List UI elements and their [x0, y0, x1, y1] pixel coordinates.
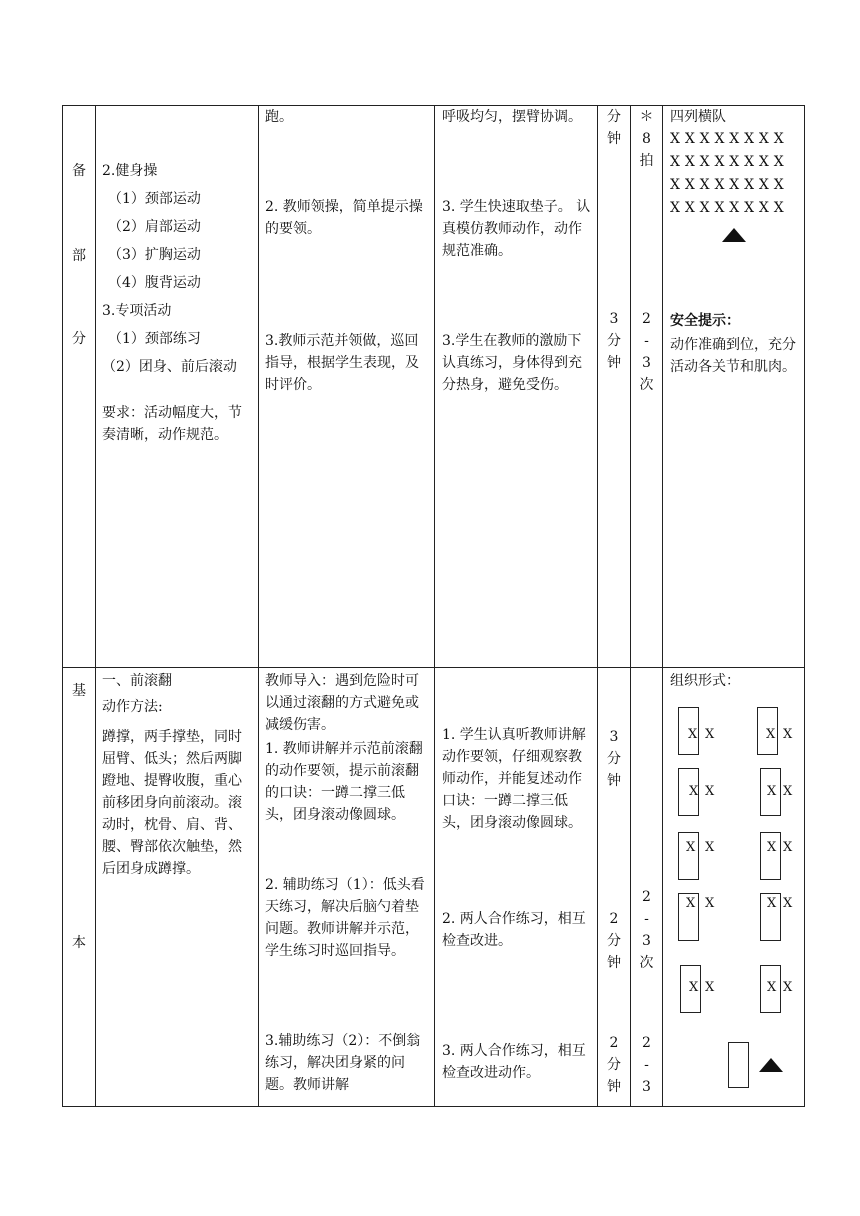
teacher-text: 3.辅助练习（2）：不倒翁练习，解决团身紧的问题。教师讲解 [265, 1033, 421, 1093]
content-line: （3）扩胸运动 [108, 247, 201, 263]
formation-title: 四列横队 [670, 109, 726, 125]
section-label-char-1: 基 [72, 683, 86, 699]
teacher-position-triangle-icon [759, 1058, 783, 1072]
col-border-7 [804, 105, 805, 1107]
student-text: 2. 两人合作练习，相互检查改进。 [442, 911, 586, 949]
teacher-text: 跑。 [265, 109, 293, 125]
section-label-char-2: 部 [72, 248, 86, 264]
formation-row: X X X X X X X X [670, 154, 784, 170]
student-text: 呼吸均匀，摆臂协调。 [442, 109, 582, 125]
student-mark: X [705, 727, 715, 742]
content-line: （1）颈部练习 [108, 331, 201, 347]
teacher-mat-rectangle [728, 1042, 749, 1088]
student-mark: X [689, 784, 699, 799]
student-text: 1. 学生认真听教师讲解动作要领，仔细观察教师动作，并能复述动作口诀：一蹲二撑三低头，团身滚动像圆球。 [442, 727, 586, 831]
student-mark: X [686, 896, 696, 911]
content-line: （1）颈部运动 [108, 191, 201, 207]
formation-row: X X X X X X X X [670, 177, 784, 193]
formation-row: X X X X X X X X [670, 131, 784, 147]
content-cell-warmup [102, 160, 254, 446]
student-mark: X [783, 896, 793, 911]
student-text: 3. 两人合作练习，相互检查改进动作。 [442, 1043, 586, 1081]
teacher-position-triangle-icon [722, 228, 746, 242]
count-value: 2 - 3 次 [639, 889, 654, 971]
content-line: （2）肩部运动 [108, 219, 201, 235]
teacher-text: 1. 教师讲解并示范前滚翻的动作要领，提示前滚翻的口诀：一蹲二撑三低头，团身滚动像圆球。 [265, 741, 423, 823]
student-mark: X [689, 980, 699, 995]
table-bottom-border [62, 1106, 804, 1107]
student-text: 3. 学生快速取垫子。 认真模仿教师动作，动作规范准确。 [442, 199, 591, 259]
count-value: ＊ 8 拍 [639, 109, 654, 169]
student-mark: X [783, 784, 793, 799]
student-mark: X [686, 840, 696, 855]
student-mark: X [705, 896, 715, 911]
formation-row: X X X X X X X X [670, 200, 784, 216]
col-border-6 [662, 105, 663, 1107]
teacher-text: 2. 辅助练习（1）：低头看天练习，解决后脑勺着垫问题。教师讲解并示范，学生练习时巡回指导。 [265, 877, 425, 959]
col-border-3 [434, 105, 435, 1107]
organization-title: 组织形式： [670, 673, 740, 689]
section-label-char-1: 备 [72, 163, 86, 179]
section-label-char-3: 分 [72, 331, 86, 347]
content-body: 蹲撑，两手撑垫，同时屈臂、低头；然后两脚蹬地、提臀收腹，重心前移团身向前滚动。滚动时，枕骨、肩、背、腰、臀部依次触垫，然后团身成蹲撑。 [102, 729, 242, 877]
student-mark: X [767, 840, 777, 855]
time-value: 分 钟 [607, 109, 621, 147]
count-value: 2 - 3 [642, 1035, 651, 1095]
time-value: 3 分 钟 [607, 729, 621, 789]
student-mark: X [783, 727, 793, 742]
col-border-1 [95, 105, 96, 1107]
content-subtitle: 动作方法: [102, 699, 163, 715]
content-requirement: 要求：活动幅度大，节奏清晰，动作规范。 [102, 405, 242, 443]
content-line: 3.专项活动 [102, 303, 172, 319]
row-divider [62, 667, 804, 668]
time-value: 3 分 钟 [607, 311, 621, 371]
content-line: （4）腹背运动 [108, 275, 201, 291]
teacher-text: 教师导入：遇到危险时可以通过滚翻的方式避免或减缓伤害。 [265, 673, 419, 733]
student-mark: X [705, 784, 715, 799]
safety-text: 动作准确到位，充分活动各关节和肌肉。 [670, 337, 796, 375]
student-mark: X [705, 840, 715, 855]
teacher-text: 2. 教师领操，简单提示操的要领。 [265, 199, 423, 237]
count-value: 2 - 3 次 [639, 311, 654, 393]
student-mark: X [767, 896, 777, 911]
student-text: 3.学生在教师的激励下认真练习，身体得到充分热身，避免受伤。 [442, 333, 582, 393]
student-mark: X [767, 980, 777, 995]
student-mark: X [783, 840, 793, 855]
student-mark: X [783, 980, 793, 995]
content-line: 2.健身操 [102, 163, 158, 179]
student-mark: X [705, 980, 715, 995]
student-mark: X [688, 727, 698, 742]
teacher-text: 3.教师示范并领做，巡回指导，根据学生表现，及时评价。 [265, 333, 419, 393]
section-label-char-2: 本 [72, 935, 86, 951]
time-value: 2 分 钟 [607, 1035, 621, 1095]
content-line: （2）团身、前后滚动 [102, 359, 237, 375]
safety-title: 安全提示： [670, 313, 740, 329]
content-title: 一、前滚翻 [102, 673, 172, 689]
time-value: 2 分 钟 [607, 911, 621, 971]
student-mark: X [766, 727, 776, 742]
student-mark: X [767, 784, 777, 799]
